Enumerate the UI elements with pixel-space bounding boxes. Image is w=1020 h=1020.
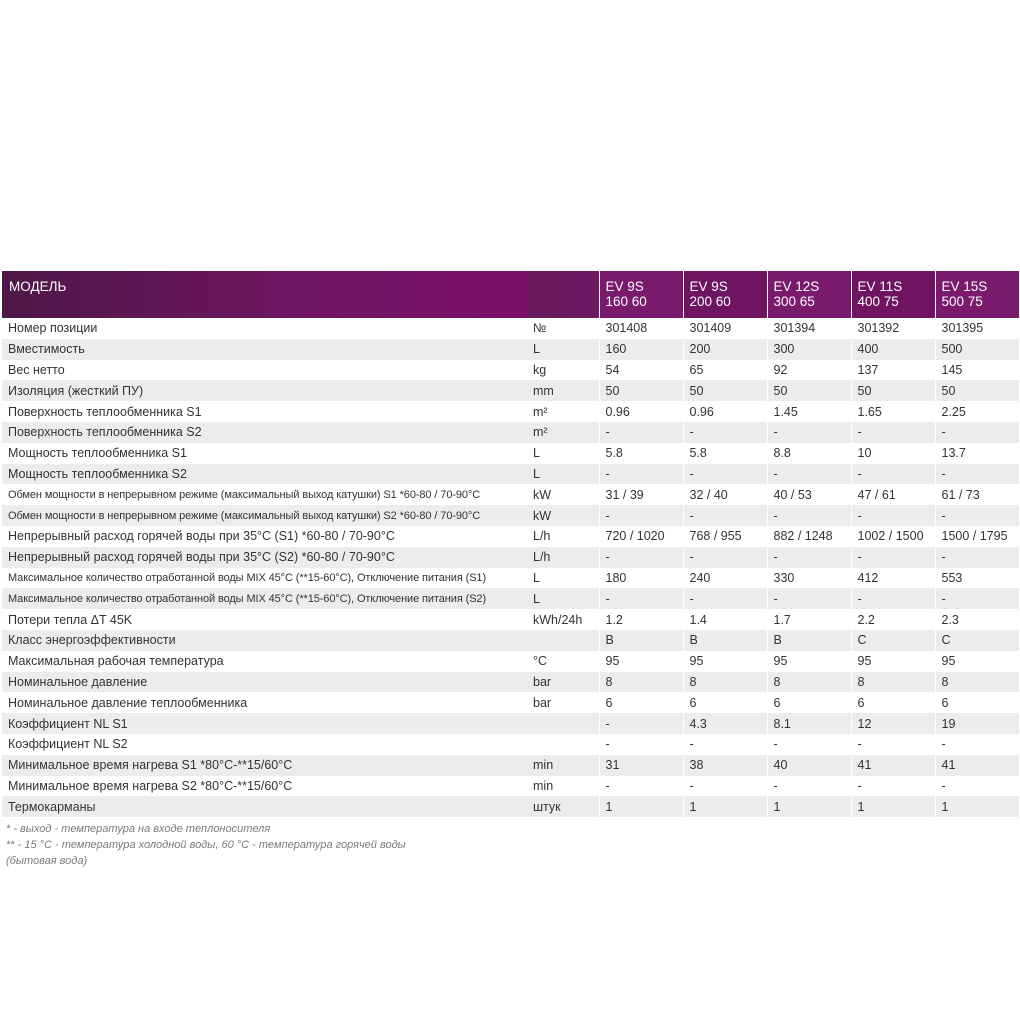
parameter-value: - xyxy=(599,776,683,797)
parameter-value: - xyxy=(851,776,935,797)
parameter-value: - xyxy=(683,505,767,526)
parameter-unit: kWh/24h xyxy=(533,612,583,627)
parameter-value: - xyxy=(767,588,851,609)
parameter-value: 12 xyxy=(851,713,935,734)
parameter-unit xyxy=(527,713,599,734)
parameter-name: Номер позиции xyxy=(8,321,98,336)
table-row xyxy=(2,630,1019,651)
parameter-unit: kW xyxy=(533,487,552,502)
table-row xyxy=(2,380,1019,401)
parameter-value: 720 / 1020 xyxy=(599,526,683,547)
parameter-value: 95 xyxy=(599,651,683,672)
model-header xyxy=(935,271,1019,318)
parameter-value: - xyxy=(767,776,851,797)
unit-column-header xyxy=(527,271,599,318)
table-row xyxy=(2,401,1019,422)
parameter-value: 330 xyxy=(767,568,851,589)
parameter-value: 50 xyxy=(767,380,851,401)
parameter-value: B xyxy=(599,630,683,651)
parameter-value: C xyxy=(851,630,935,651)
model-column-header: МОДЕЛЬ xyxy=(2,271,527,318)
parameter-value: 8.1 xyxy=(767,713,851,734)
parameter-name: Мощность теплообменника S2 xyxy=(8,466,187,481)
table-row xyxy=(2,651,1019,672)
parameter-value: - xyxy=(851,547,935,568)
parameter-value: 301409 xyxy=(683,318,767,339)
parameter-name: Номинальное давление теплообменника xyxy=(8,695,248,710)
parameter-value: 145 xyxy=(935,360,1019,381)
parameter-value: 2.25 xyxy=(935,401,1019,422)
parameter-value: 5.8 xyxy=(599,443,683,464)
parameter-name: Максимальное количество отработанной воды MIX 45°C (**15-60°C), Отключение питания (S1) xyxy=(8,571,487,584)
parameter-unit: bar xyxy=(533,674,552,689)
parameter-value: - xyxy=(935,422,1019,443)
parameter-value: - xyxy=(683,464,767,485)
model-name: EV 15S xyxy=(941,279,988,294)
parameter-unit: L xyxy=(533,466,540,481)
parameter-unit: m² xyxy=(533,425,548,440)
table-row xyxy=(2,609,1019,630)
parameter-value: 50 xyxy=(599,380,683,401)
parameter-value: 5.8 xyxy=(683,443,767,464)
table-row xyxy=(2,547,1019,568)
parameter-value: 553 xyxy=(935,568,1019,589)
parameter-value: 8 xyxy=(599,672,683,693)
parameter-value: - xyxy=(851,734,935,755)
parameter-name: Поверхность теплообменника S2 xyxy=(8,425,202,440)
parameter-name: Минимальное время нагрева S1 *80°C-**15/60°C xyxy=(8,758,293,773)
table-row xyxy=(2,588,1019,609)
parameter-value: 6 xyxy=(851,692,935,713)
parameter-value: 8 xyxy=(683,672,767,693)
parameter-value: 0.96 xyxy=(599,401,683,422)
parameter-value: 2.3 xyxy=(935,609,1019,630)
model-header xyxy=(599,271,683,318)
parameter-unit: m² xyxy=(533,404,548,419)
parameter-name: Обмен мощности в непрерывном режиме (максимальный выход катушки) S1 *60-80 / 70-90°C xyxy=(8,488,481,501)
parameter-value: 301394 xyxy=(767,318,851,339)
parameter-value: 1.2 xyxy=(599,609,683,630)
parameter-unit xyxy=(527,630,599,651)
parameter-value: 1500 / 1795 xyxy=(935,526,1019,547)
parameter-value: - xyxy=(935,588,1019,609)
parameter-value: 61 / 73 xyxy=(935,484,1019,505)
parameter-name: Вместимость xyxy=(8,342,85,357)
table-row xyxy=(2,776,1019,797)
table-row xyxy=(2,568,1019,589)
parameter-name: Класс энергоэффективности xyxy=(8,633,176,648)
parameter-value: 1 xyxy=(767,796,851,817)
parameter-name: Максимальное количество отработанной воды MIX 45°C (**15-60°C), Отключение питания (S2) xyxy=(8,592,487,605)
parameter-value: - xyxy=(767,422,851,443)
parameter-unit: min xyxy=(533,778,554,793)
parameter-value: - xyxy=(599,505,683,526)
footnote: ** - 15 °C - температура холодной воды, 60 °C - температура горячей воды xyxy=(6,839,406,851)
parameter-name: Вес нетто xyxy=(8,362,65,377)
parameter-value: 38 xyxy=(683,755,767,776)
parameter-value: 240 xyxy=(683,568,767,589)
parameter-value: 2.2 xyxy=(851,609,935,630)
table-row xyxy=(2,360,1019,381)
parameter-value: 95 xyxy=(767,651,851,672)
parameter-value: - xyxy=(599,422,683,443)
parameter-value: 6 xyxy=(935,692,1019,713)
parameter-value: - xyxy=(599,547,683,568)
parameter-unit: kW xyxy=(533,508,552,523)
parameter-name: Непрерывный расход горячей воды при 35°C (S1) *60-80 / 70-90°C xyxy=(8,529,395,544)
parameter-value: - xyxy=(935,464,1019,485)
parameter-value: 10 xyxy=(851,443,935,464)
model-size: 400 75 xyxy=(857,294,899,309)
table-row xyxy=(2,734,1019,755)
parameter-value: 8 xyxy=(851,672,935,693)
parameter-value: - xyxy=(935,505,1019,526)
parameter-value: - xyxy=(851,422,935,443)
parameter-name: Термокарманы xyxy=(8,799,96,814)
table-row xyxy=(2,422,1019,443)
parameter-value: 200 xyxy=(683,339,767,360)
parameter-value: 1 xyxy=(683,796,767,817)
parameter-value: 95 xyxy=(851,651,935,672)
parameter-name: Коэффициент NL S2 xyxy=(8,737,128,752)
model-header xyxy=(767,271,851,318)
parameter-value: 95 xyxy=(683,651,767,672)
header-row xyxy=(2,271,1019,318)
table-row xyxy=(2,339,1019,360)
parameter-value: 300 xyxy=(767,339,851,360)
parameter-name: Номинальное давление xyxy=(8,674,148,689)
parameter-unit: L/h xyxy=(533,529,551,544)
model-size: 300 65 xyxy=(773,294,815,309)
parameter-value: B xyxy=(683,630,767,651)
footnote: * - выход - температура на входе теплоносителя xyxy=(6,823,271,835)
model-name: EV 12S xyxy=(773,279,820,294)
parameter-unit: L xyxy=(533,342,540,357)
table-row xyxy=(2,692,1019,713)
parameter-value: B xyxy=(767,630,851,651)
parameter-unit: штук xyxy=(533,799,561,814)
parameter-value: - xyxy=(683,776,767,797)
parameter-value: - xyxy=(599,464,683,485)
table-row xyxy=(2,713,1019,734)
parameter-name: Обмен мощности в непрерывном режиме (максимальный выход катушки) S2 *60-80 / 70-90°C xyxy=(8,509,481,522)
parameter-unit: L xyxy=(533,591,540,606)
parameter-value: 400 xyxy=(851,339,935,360)
parameter-value: - xyxy=(599,713,683,734)
parameter-value: 6 xyxy=(767,692,851,713)
parameter-value: 768 / 955 xyxy=(683,526,767,547)
parameter-value: 1 xyxy=(935,796,1019,817)
model-size: 500 75 xyxy=(941,294,983,309)
parameter-name: Минимальное время нагрева S2 *80°C-**15/60°C xyxy=(8,778,293,793)
parameter-value: - xyxy=(683,734,767,755)
parameter-value: - xyxy=(767,547,851,568)
parameter-value: 54 xyxy=(599,360,683,381)
parameter-value: 31 / 39 xyxy=(599,484,683,505)
parameter-value: 1.4 xyxy=(683,609,767,630)
parameter-value: - xyxy=(683,422,767,443)
table-header xyxy=(2,271,1019,318)
parameter-unit: °C xyxy=(533,654,548,669)
parameter-name: Непрерывный расход горячей воды при 35°C (S2) *60-80 / 70-90°C xyxy=(8,550,395,565)
parameter-value: 47 / 61 xyxy=(851,484,935,505)
parameter-unit: № xyxy=(533,321,547,336)
parameter-unit: L/h xyxy=(533,550,551,565)
table-row xyxy=(2,672,1019,693)
parameter-value: - xyxy=(935,547,1019,568)
parameter-unit: mm xyxy=(533,383,554,398)
parameter-unit: L xyxy=(533,570,540,585)
parameter-value: 1002 / 1500 xyxy=(851,526,935,547)
parameter-value: 6 xyxy=(599,692,683,713)
model-size: 200 60 xyxy=(689,294,731,309)
parameter-value: 1.65 xyxy=(851,401,935,422)
parameter-value: 40 xyxy=(767,755,851,776)
parameter-value: - xyxy=(599,734,683,755)
parameter-value: 1 xyxy=(851,796,935,817)
parameter-value: 50 xyxy=(683,380,767,401)
parameter-value: 95 xyxy=(935,651,1019,672)
table-row xyxy=(2,318,1019,339)
parameter-value: 13.7 xyxy=(935,443,1019,464)
parameter-value: 1.45 xyxy=(767,401,851,422)
model-header xyxy=(683,271,767,318)
parameter-unit: kg xyxy=(533,362,547,377)
parameter-value: 8 xyxy=(767,672,851,693)
parameter-value: 41 xyxy=(851,755,935,776)
parameter-value: C xyxy=(935,630,1019,651)
parameter-unit: bar xyxy=(533,695,552,710)
table-row xyxy=(2,443,1019,464)
parameter-value: 31 xyxy=(599,755,683,776)
parameter-unit xyxy=(527,734,599,755)
parameter-value: - xyxy=(599,588,683,609)
parameter-value: 137 xyxy=(851,360,935,381)
table-body xyxy=(2,318,1019,817)
model-size: 160 60 xyxy=(605,294,647,309)
table-row xyxy=(2,526,1019,547)
parameter-value: 32 / 40 xyxy=(683,484,767,505)
table-row xyxy=(2,464,1019,485)
table-row xyxy=(2,796,1019,817)
parameter-value: - xyxy=(683,588,767,609)
parameter-value: 1 xyxy=(599,796,683,817)
parameter-value: 50 xyxy=(935,380,1019,401)
parameter-value: 500 xyxy=(935,339,1019,360)
parameter-value: 8 xyxy=(935,672,1019,693)
parameter-value: 412 xyxy=(851,568,935,589)
footnote: (бытовая вода) xyxy=(6,855,88,867)
table-row xyxy=(2,755,1019,776)
parameter-value: 301395 xyxy=(935,318,1019,339)
parameter-value: 41 xyxy=(935,755,1019,776)
footnotes xyxy=(6,821,406,869)
parameter-value: - xyxy=(683,547,767,568)
parameter-value: 19 xyxy=(935,713,1019,734)
parameter-name: Максимальная рабочая температура xyxy=(8,654,224,669)
model-name: EV 9S xyxy=(605,279,644,294)
parameter-value: 4.3 xyxy=(683,713,767,734)
parameter-unit: min xyxy=(533,758,554,773)
parameter-value: 882 / 1248 xyxy=(767,526,851,547)
parameter-value: - xyxy=(851,464,935,485)
parameter-value: 8.8 xyxy=(767,443,851,464)
parameter-unit: L xyxy=(533,446,540,461)
parameter-value: 301392 xyxy=(851,318,935,339)
parameter-name: Коэффициент NL S1 xyxy=(8,716,128,731)
parameter-value: - xyxy=(935,734,1019,755)
specification-table xyxy=(2,271,1019,817)
model-name: EV 9S xyxy=(689,279,728,294)
parameter-name: Мощность теплообменника S1 xyxy=(8,446,187,461)
parameter-value: 301408 xyxy=(599,318,683,339)
table-row xyxy=(2,484,1019,505)
parameter-value: 160 xyxy=(599,339,683,360)
parameter-value: 50 xyxy=(851,380,935,401)
parameter-value: 1.7 xyxy=(767,609,851,630)
parameter-value: - xyxy=(851,505,935,526)
parameter-value: - xyxy=(851,588,935,609)
parameter-value: 0.96 xyxy=(683,401,767,422)
model-header xyxy=(851,271,935,318)
parameter-name: Поверхность теплообменника S1 xyxy=(8,404,202,419)
parameter-value: 65 xyxy=(683,360,767,381)
parameter-value: 6 xyxy=(683,692,767,713)
parameter-value: 92 xyxy=(767,360,851,381)
parameter-name: Потери тепла ΔT 45K xyxy=(8,612,133,627)
parameter-value: - xyxy=(767,505,851,526)
parameter-value: 40 / 53 xyxy=(767,484,851,505)
table-row xyxy=(2,505,1019,526)
parameter-value: - xyxy=(767,734,851,755)
parameter-value: - xyxy=(767,464,851,485)
parameter-value: - xyxy=(935,776,1019,797)
parameter-name: Изоляция (жесткий ПУ) xyxy=(8,383,144,398)
parameter-value: 180 xyxy=(599,568,683,589)
model-name: EV 11S xyxy=(857,279,903,294)
